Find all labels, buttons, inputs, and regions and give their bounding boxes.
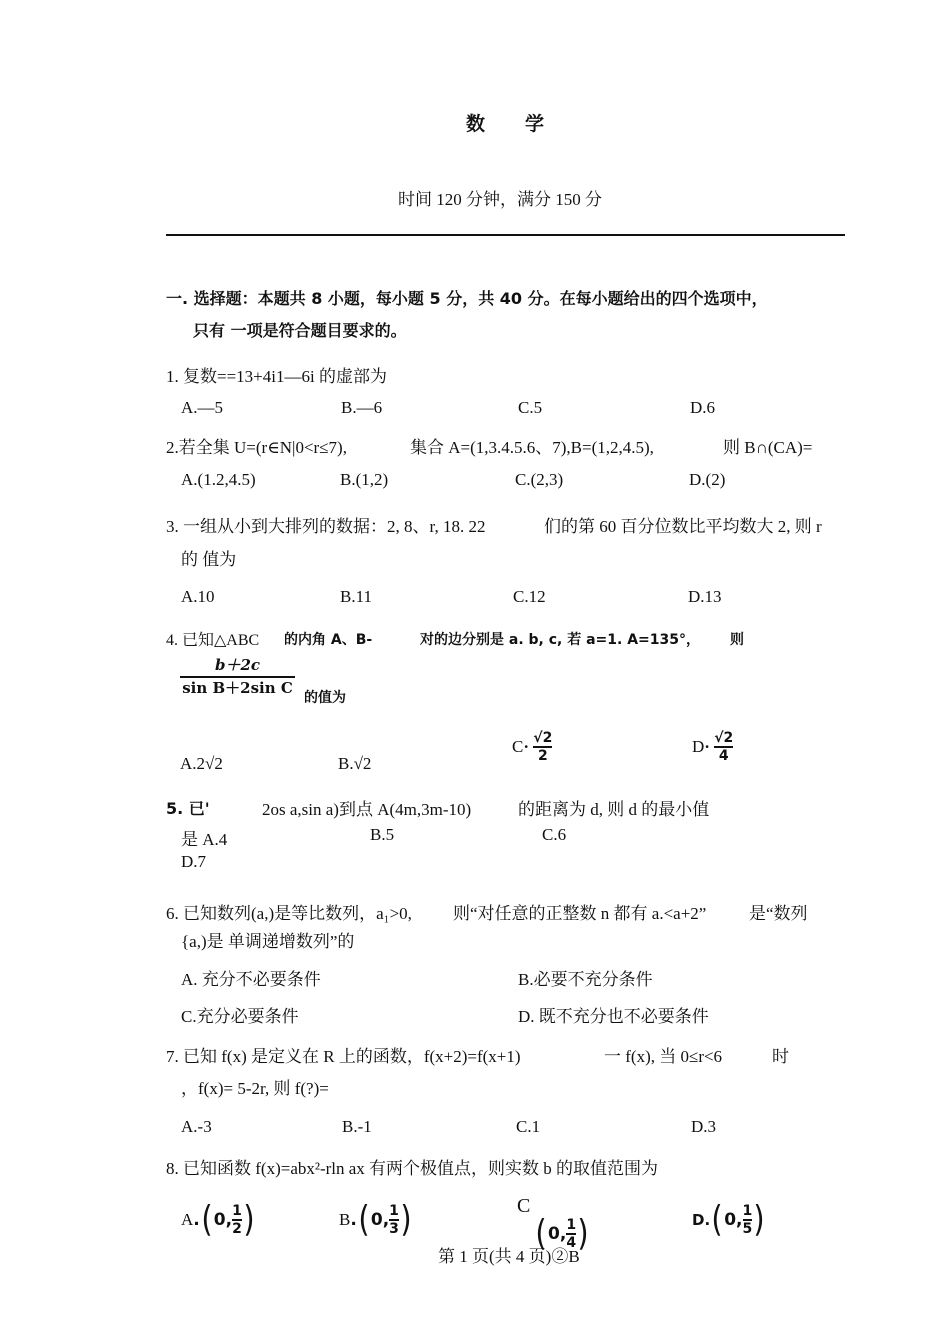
- question-3-stem-part3: 的 值为: [181, 550, 237, 569]
- question-4-stem-part2: 的内角 A、B-: [284, 632, 373, 648]
- question-1-option-a: A.—5: [181, 398, 224, 417]
- fraction-numerator: 1: [389, 1203, 399, 1219]
- question-1-stem: 1. 复数==13+4i1—6i 的虚部为: [166, 367, 387, 386]
- fraction-denominator: 3: [389, 1221, 399, 1237]
- question-4-stem-part1: 4. 已知△ABC: [166, 632, 260, 649]
- question-7-stem-part1: 7. 已知 f(x) 是定义在 R 上的函数，f(x+2)=f(x+1): [166, 1047, 521, 1066]
- question-8-option-a: A . ( 0, 1 2 ): [181, 1199, 255, 1240]
- fraction-numerator: √2: [533, 730, 553, 746]
- fraction-bar: [180, 676, 295, 678]
- question-5-option-d: D.7: [181, 852, 207, 871]
- question-3-stem-part1: 3. 一组从小到大排列的数据：2, 8、r, 18. 22: [166, 517, 486, 536]
- question-3-option-c: C.12: [513, 587, 546, 606]
- interval-lower: 0,: [213, 1210, 233, 1230]
- question-4-option-b: B.√2: [338, 754, 372, 773]
- interval-upper-fraction: [389, 1203, 399, 1237]
- option-letter: A: [181, 1210, 194, 1229]
- question-1-option-c: C.5: [518, 398, 543, 417]
- option-letter: D.: [692, 1211, 711, 1229]
- header-divider: [166, 234, 845, 236]
- question-3-option-a: A.10: [181, 587, 215, 606]
- question-4-stem-part4: 则: [730, 632, 744, 648]
- question-7-option-a: A.-3: [181, 1117, 212, 1136]
- question-3-option-d: D.13: [688, 587, 722, 606]
- option-letter: D: [692, 737, 705, 756]
- option-c-fraction: [533, 730, 552, 764]
- question-4-option-c: C· $\frac{√2}{2}$: [512, 730, 553, 764]
- question-7-stem-line2: ，f(x)= 5-2r, 则 f(?)=: [181, 1079, 329, 1098]
- question-8-stem: 8. 已知函数 f(x)=abx²-rln ax 有两个极值点，则实数 b 的取值范围为: [166, 1159, 659, 1178]
- fraction-numerator: 1: [742, 1203, 753, 1219]
- question-6-stem-part1: 6. 已知数列(a,)是等比数列，a₁>0,: [166, 904, 412, 923]
- fraction-denominator: 4: [566, 1235, 577, 1251]
- interval-upper-fraction: [743, 1203, 753, 1237]
- question-7-stem-part2: 一 f(x), 当 0≤r<6: [604, 1047, 723, 1066]
- title-char-left: 数: [466, 114, 488, 135]
- title-char-right: 学: [525, 114, 547, 135]
- fraction-denominator: 4: [718, 748, 729, 764]
- question-8-option-c: C ( 0, 1 4 ): [517, 1195, 589, 1254]
- question-4-option-a: A.2√2: [180, 754, 223, 773]
- question-4-fraction: [180, 656, 295, 698]
- option-letter: B: [339, 1210, 351, 1229]
- question-7-option-d: D.3: [691, 1117, 717, 1136]
- interval-lower: 0,: [548, 1224, 567, 1244]
- question-1-option-d: D.6: [690, 398, 716, 417]
- question-8-option-b: B . ( 0, 1 3 ): [339, 1199, 412, 1240]
- fraction-denominator: 2: [537, 748, 548, 764]
- interval-upper-fraction: [232, 1203, 242, 1237]
- question-7-option-c: C.1: [516, 1117, 541, 1136]
- option-d-fraction: [714, 730, 733, 764]
- question-5-option-a: 是 A.4: [181, 830, 228, 849]
- question-3-stem-part2: 们的第 60 百分位数比平均数大 2, 则 r: [544, 517, 822, 536]
- question-8-option-d: D. ( 0, 1 5 ): [692, 1199, 765, 1240]
- interval-lower: 0,: [724, 1210, 743, 1230]
- question-6-option-c: C.充分必要条件: [181, 1007, 299, 1026]
- option-letter: C: [512, 737, 524, 756]
- fraction-denominator: 2: [232, 1221, 242, 1237]
- question-1-option-b: B.—6: [341, 398, 383, 417]
- question-5-stem-part3: 的距离为 d, 则 d 的最小值: [518, 800, 710, 819]
- page-title: [466, 109, 546, 136]
- question-2-option-a: A.(1.2,4.5): [181, 470, 256, 489]
- question-3-option-b: B.11: [340, 587, 372, 606]
- question-4-stem-part3: 对的边分别是 a. b, c, 若 a=1. A=135°，: [420, 632, 700, 648]
- fraction-numerator: 1: [566, 1217, 577, 1233]
- exam-info: 时间 120 分钟，满分 150 分: [398, 190, 602, 209]
- question-6-option-b: B.必要不充分条件: [518, 970, 653, 989]
- option-letter: C: [517, 1195, 531, 1217]
- question-2-option-c: C.(2,3): [515, 470, 564, 489]
- question-7-option-b: B.-1: [342, 1117, 372, 1136]
- question-2-option-b: B.(1,2): [340, 470, 389, 489]
- section-heading-line1: 一. 选择题：本题共 8 小题，每小题 5 分，共 40 分。在每小题给出的四个选项中，: [166, 289, 768, 308]
- question-2-option-d: D.(2): [689, 470, 726, 489]
- section-heading-line2: 只有 一项是符合题目要求的。: [193, 321, 407, 340]
- question-6-stem-line2: {a,)是 单调递增数列”的: [181, 932, 355, 951]
- question-2-stem-part2: 集合 A=(1,3.4.5.6、7),B=(1,2,4.5),: [410, 438, 654, 457]
- fraction-numerator: √2: [714, 730, 734, 746]
- question-4-fraction-numerator: b＋2c: [214, 656, 261, 674]
- fraction-numerator: 1: [232, 1203, 242, 1219]
- question-5-option-c: C.6: [542, 825, 567, 844]
- question-5-stem-part1: 5. 已': [166, 799, 210, 818]
- question-6-stem-part2: 则“对任意的正整数 n 都有 a.<a+2”: [453, 904, 707, 923]
- question-4-option-d: D· $\frac{√2}{4}$: [692, 730, 734, 764]
- question-5-option-b: B.5: [370, 825, 395, 844]
- fraction-denominator: 5: [742, 1221, 753, 1237]
- question-4-fraction-denominator: sin B＋2sin C: [182, 679, 293, 697]
- question-5-stem-part2: 2os a,sin a)到点 A(4m,3m-10): [262, 800, 472, 819]
- question-2-stem-part1: 2.若全集 U=(r∈N|0<r≤7),: [166, 438, 347, 457]
- question-6-option-a: A. 充分不必要条件: [181, 970, 321, 989]
- page-footer: 第 1 页(共 4 页)②B: [438, 1247, 580, 1266]
- interval-lower: 0,: [370, 1210, 390, 1230]
- question-7-stem-part3: 时: [772, 1047, 789, 1066]
- question-6-option-d: D. 既不充分也不必要条件: [518, 1007, 709, 1026]
- question-6-stem-part3: 是“数列: [749, 904, 808, 923]
- question-2-stem-part3: 则 B∩(CA)=: [723, 438, 813, 457]
- question-4-stem-tail: 的值为: [304, 690, 346, 706]
